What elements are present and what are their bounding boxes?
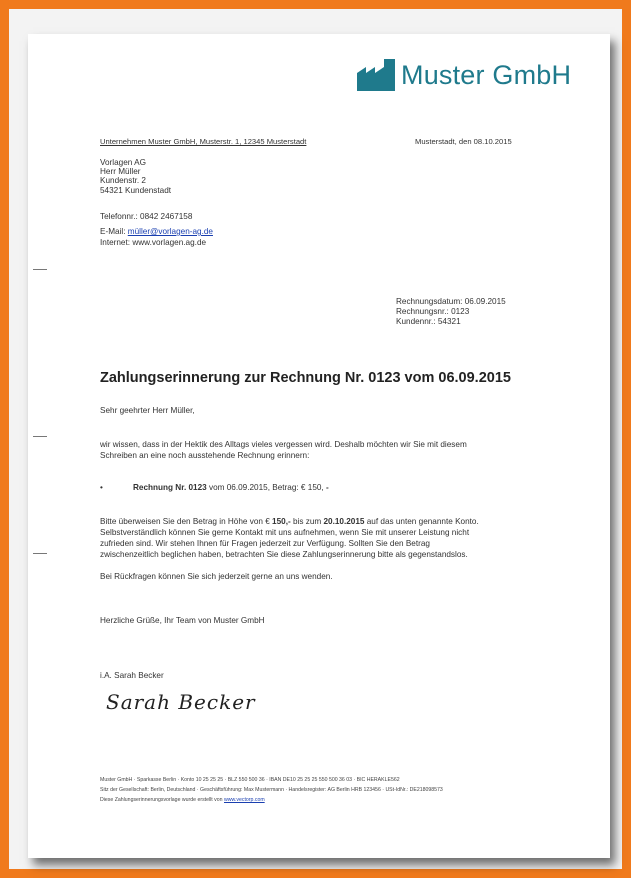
recipient-person: Herr Müller [100,167,141,177]
closing-line: Herzliche Grüße, Ihr Team von Muster GmbH [100,616,265,625]
handwritten-signature: Sarah Becker [106,690,256,714]
invoice-ref: Rechnung Nr. 0123 [133,483,207,492]
recipient-email-line [100,227,213,236]
intro-line: wir wissen, dass in der Hektik des Alltags vieles vergessen wird. Deshalb möchten wir Sie mit diesem [100,440,467,449]
payment-paragraph [100,516,479,560]
company-logo [357,58,571,92]
invoice-meta [396,297,506,327]
due-date: 20.10.2015 [323,517,365,526]
questions-line: Bei Rückfragen können Sie sich jederzeit gerne an uns wenden. [100,572,333,581]
email-label: E-Mail: [100,227,128,236]
bullet-marker: • [100,483,103,492]
amount: 150,- [272,517,291,526]
fold-mark [33,553,47,554]
fold-mark [33,269,47,270]
intro-paragraph [100,439,467,461]
recipient-internet: Internet: www.vorlagen.ag.de [100,238,207,247]
letter-subject: Zahlungserinnerung zur Rechnung Nr. 0123 vom 06.09.2015 [100,370,511,386]
invoice-bullet [133,483,329,492]
invoice-date: Rechnungsdatum: 06.09.2015 [396,297,506,306]
signer-name: i.A. Sarah Becker [100,671,164,680]
factory-icon [357,59,395,91]
payment-line: Selbstverständlich können Sie gerne Kontakt mit uns aufnehmen, wenn Sie mit unserer Leistung nicht [100,528,470,537]
place-date: Musterstadt, den 08.10.2015 [415,137,512,146]
payment-line: Bitte überweisen Sie den Betrag in Höhe von € 150,- bis zum 20.10.2015 auf das unten genannte Konto. [100,517,479,526]
invoice-detail: vom 06.09.2015, Betrag: € 150, [206,483,324,492]
invoice-number: Rechnungsnr.: 0123 [396,307,470,316]
invoice-dash: - [323,483,329,492]
payment-line: zwischenzeitlich beglichen haben, betrachten Sie diese Zahlungserinnerung bitte als gegenstandslos. [100,550,468,559]
email-link[interactable]: müller@vorlagen-ag.de [127,227,213,236]
footer-link[interactable]: www.vectorp.com [224,797,265,803]
recipient-phone: Telefonnr.: 0842 2467158 [100,212,193,221]
recipient-company: Vorlagen AG [100,158,146,167]
punch-mark [33,436,47,437]
recipient-street: Kundenstr. 2 [100,176,146,186]
footer-credit: Diese Zahlungserinnerungsvorlage wurde erstellt von www.vectorp.com [100,797,265,803]
sender-line: Unternehmen Muster GmbH, Musterstr. 1, 12345 Musterstadt [100,137,307,146]
logo-text: Muster GmbH [401,59,572,90]
salutation: Sehr geehrter Herr Müller, [100,406,195,415]
recipient-address [100,158,171,195]
footer-company: Sitz der Gesellschaft: Berlin, Deutschland · Geschäftsführung: Max Mustermann · Handelsregister: AG Berlin HRB 123456 · USt-IdNr.: DE218098573 [100,787,443,793]
recipient-city: 54321 Kundenstadt [100,185,172,195]
customer-number: Kundennr.: 54321 [396,317,461,326]
intro-line: Schreiben an eine noch ausstehende Rechnung erinnern: [100,451,310,460]
footer-bank: Muster GmbH · Sparkasse Berlin · Konto 10 25 25 25 · BLZ 550 500 36 · IBAN DE10 25 25 25 550 500 36 03 · BIC HERAKLE562 [100,777,400,783]
payment-line: zufrieden sind. Wir stehen Ihnen für Fragen jederzeit zur Verfügung. Sollten Sie den Betrag [100,539,430,548]
